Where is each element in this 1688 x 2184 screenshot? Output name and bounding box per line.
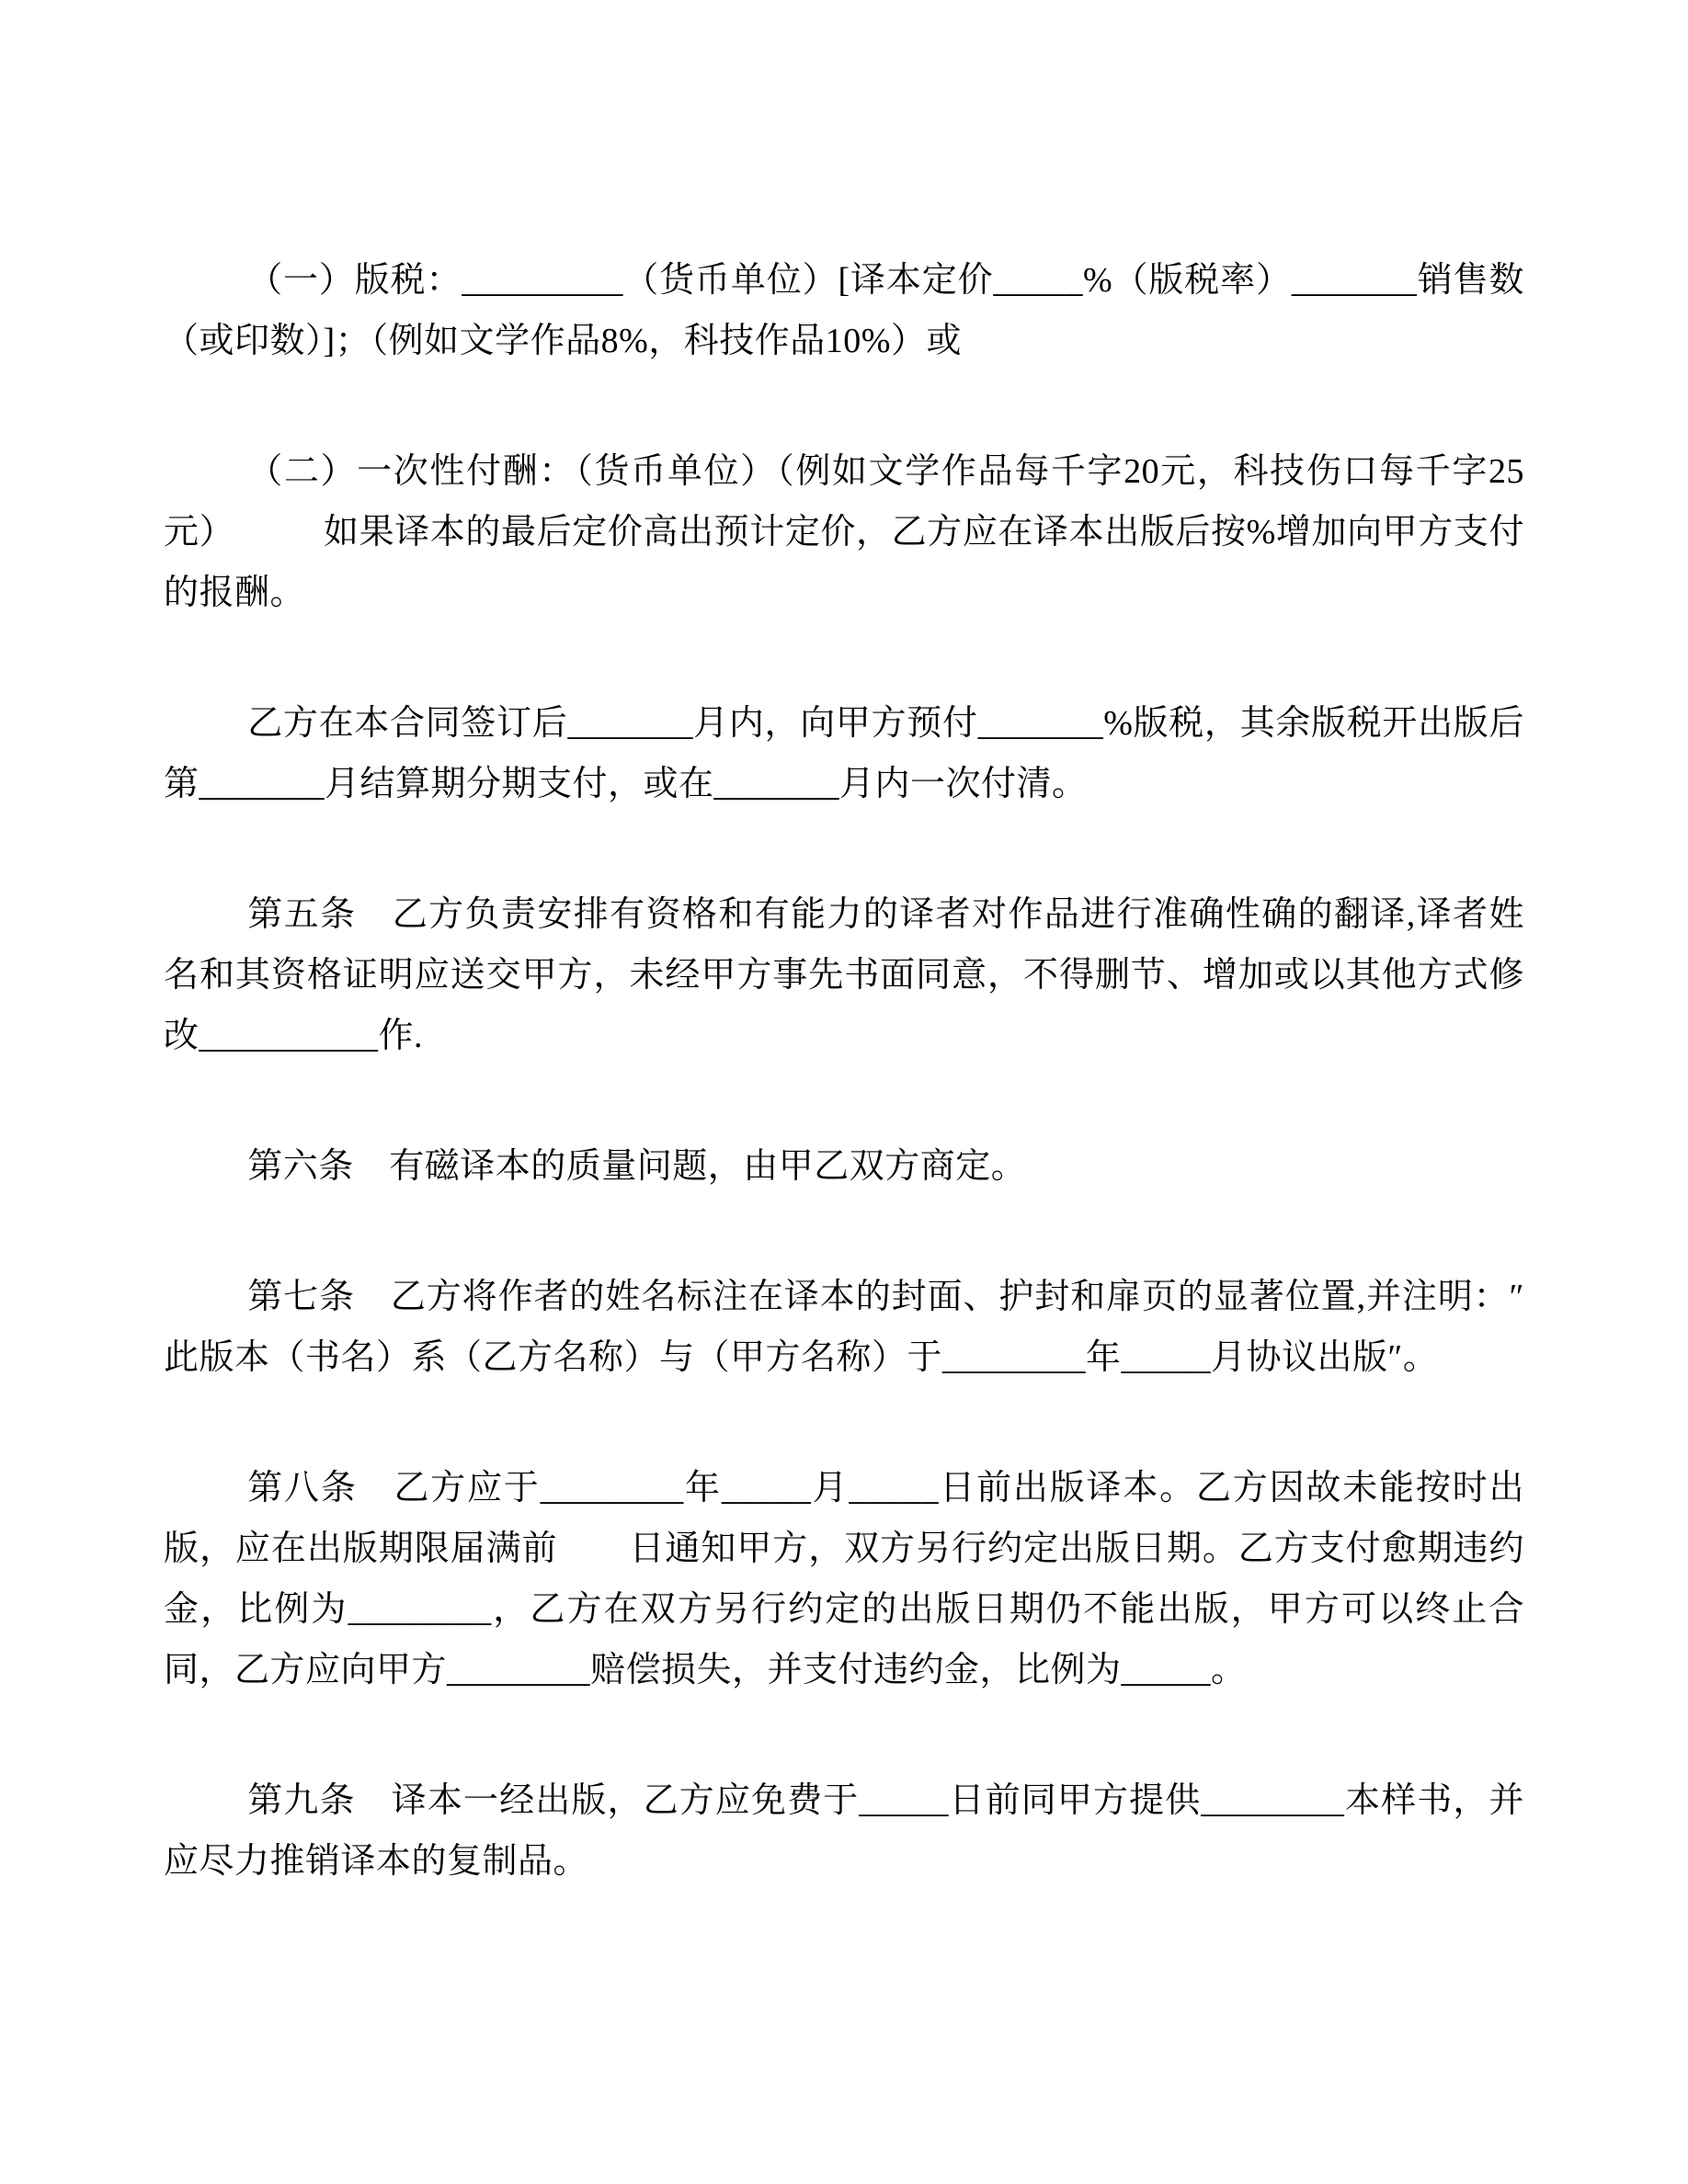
clause-article-5: 第五条 乙方负责安排有资格和有能力的译者对作品进行准确性确的翻译,译者姓名和其资格证明应送交甲方，未经甲方事先书面同意，不得删节、增加或以其他方式修改__________作. <box>164 895 1524 1055</box>
clause-prepayment-schedule: 乙方在本合同签订后_______月内，向甲方预付_______%版税，其余版税开出版后第_______月结算期分期支付，或在_______月内一次付清。 <box>164 704 1524 803</box>
clause-article-7: 第七条 乙方将作者的姓名标注在译本的封面、护封和扉页的显著位置,并注明：″此版本（书名）系（乙方名称）与（甲方名称）于________年_____月协议出版″。 <box>164 1278 1524 1377</box>
clause-royalty-option: （一）版税：_________（货币单位）[译本定价_____%（版税率）_______销售数（或印数）]；（例如文学作品8%，科技作品10%）或 <box>164 261 1524 360</box>
clause-article-6: 第六条 有磁译本的质量问题，由甲乙双方商定。 <box>247 1147 1027 1186</box>
clause-article-9: 第九条 译本一经出版，乙方应免费于_____日前同甲方提供________本样书，并应尽力推销译本的复制品。 <box>164 1781 1524 1881</box>
clause-article-8: 第八条 乙方应于________年_____月_____日前出版译本。乙方因故未能按时出版，应在出版期限届满前 日通知甲方，双方另行约定出版日期。乙方支付愈期违约金，比例为________，乙方在双方另行约定的出版日期仍不能出版，甲方可以终止合同，乙方应向甲方________赔偿损失，并支付违约金，比例为_____。 <box>164 1469 1524 1689</box>
clause-onetime-payment-option: （二）一次性付酬：（货币单位）（例如文学作品每千字20元，科技伤口每千字25元） 如果译本的最后定价高出预计定价，乙方应在译本出版后按%增加向甲方支付的报酬。 <box>164 452 1524 612</box>
